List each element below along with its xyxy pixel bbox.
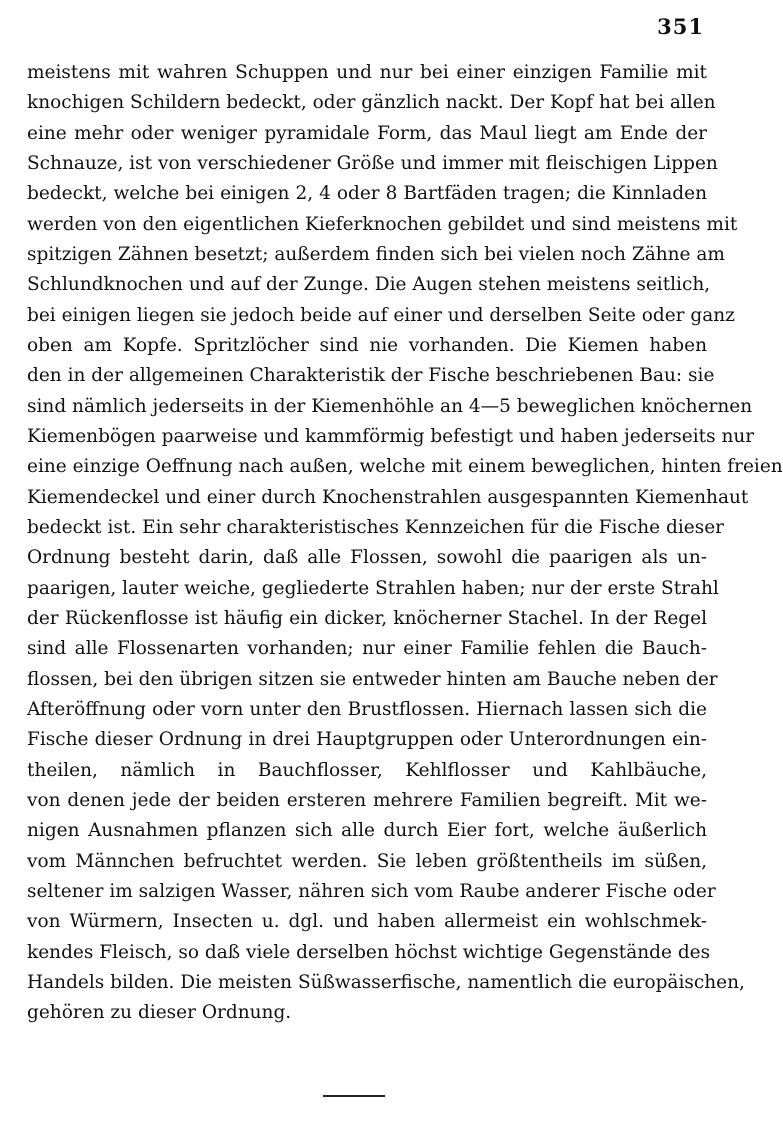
text-line: Ordnung besteht darin, daß alle Flossen, sowohl die paarigen als un- xyxy=(27,547,707,569)
text-line: Schnauze, ist von verschiedener Größe und immer mit fleischigen Lippen xyxy=(27,152,718,174)
text-line: meistens mit wahren Schuppen und nur bei einer einzigen Familie mit xyxy=(27,62,707,83)
text-line: sind nämlich jederseits in der Kiemenhöhle an 4—5 beweglichen knöchernen xyxy=(27,395,753,417)
text-line: von denen jede der beiden ersteren mehrere Familien begreift. Mit we- xyxy=(27,789,707,811)
text-line: Handels bilden. Die meisten Süßwasserfische, namentlich die europäischen, xyxy=(27,971,745,993)
text-line: bedeckt, welche bei einigen 2, 4 oder 8 Bartfäden tragen; die Kinnladen xyxy=(27,183,707,205)
text-line: knochigen Schildern bedeckt, oder gänzlich nackt. Der Kopf hat bei allen xyxy=(27,92,716,114)
text-line: Fische dieser Ordnung in drei Hauptgruppen oder Unterordnungen ein- xyxy=(27,729,707,751)
text-line: werden von den eigentlichen Kieferknochen gebildet und sind meistens mit xyxy=(27,213,738,235)
text-line: eine mehr oder weniger pyramidale Form, das Maul liegt am Ende der xyxy=(27,122,707,144)
text-line: eine einzige Oeffnung nach außen, welche mit einem beweglichen, hinten freien xyxy=(27,456,783,478)
text-line: von Würmern, Insecten u. dgl. und haben allermeist ein wohlschmek- xyxy=(27,911,707,933)
text-line: paarigen, lauter weiche, gegliederte Strahlen haben; nur der erste Strahl xyxy=(27,577,719,599)
text-line: Schlundknochen und auf der Zunge. Die Augen stehen meistens seitlich, xyxy=(27,274,711,296)
text-line: bei einigen liegen sie jedoch beide auf einer und derselben Seite oder ganz xyxy=(27,304,735,326)
text-line: oben am Kopfe. Spritzlöcher sind nie vorhanden. Die Kiemen haben xyxy=(27,334,707,356)
text-line: seltener im salzigen Wasser, nähren sich vom Raube anderer Fische oder xyxy=(27,880,716,902)
footer-rule xyxy=(323,1095,385,1097)
text-line: vom Männchen befruchtet werden. Sie leben größtentheils im süßen, xyxy=(27,850,707,872)
text-line: Afteröffnung oder vorn unter den Brustflossen. Hiernach lassen sich die xyxy=(27,698,707,720)
text-line: theilen, nämlich in Bauchflosser, Kehlflosser und Kahlbäuche, xyxy=(27,759,707,781)
text-line: bedeckt ist. Ein sehr charakteristisches Kennzeichen für die Fische dieser xyxy=(27,516,724,538)
text-line: Kiemenbögen paarweise und kammförmig befestigt und haben jederseits nur xyxy=(27,425,755,447)
text-line: der Rückenflosse ist häufig ein dicker, knöcherner Stachel. In der Regel xyxy=(27,607,707,629)
text-line: flossen, bei den übrigen sitzen sie entweder hinten am Bauche neben der xyxy=(27,668,718,690)
text-line: nigen Ausnahmen pflanzen sich alle durch Eier fort, welche äußerlich xyxy=(27,820,707,842)
text-line: den in der allgemeinen Charakteristik der Fische beschriebenen Bau: sie xyxy=(27,365,715,387)
text-line: Kiemendeckel und einer durch Knochenstrahlen ausgespannten Kiemenhaut xyxy=(27,486,749,508)
text-line: gehören zu dieser Ordnung. xyxy=(27,1002,292,1024)
text-line: spitzigen Zähnen besetzt; außerdem finden sich bei vielen noch Zähne am xyxy=(27,243,725,265)
page-number: 351 xyxy=(657,14,704,39)
text-line: sind alle Flossenarten vorhanden; nur einer Familie fehlen die Bauch- xyxy=(27,638,707,660)
body-text xyxy=(27,58,783,1029)
text-line: kendes Fleisch, so daß viele derselben höchst wichtige Gegenstände des xyxy=(27,941,711,963)
